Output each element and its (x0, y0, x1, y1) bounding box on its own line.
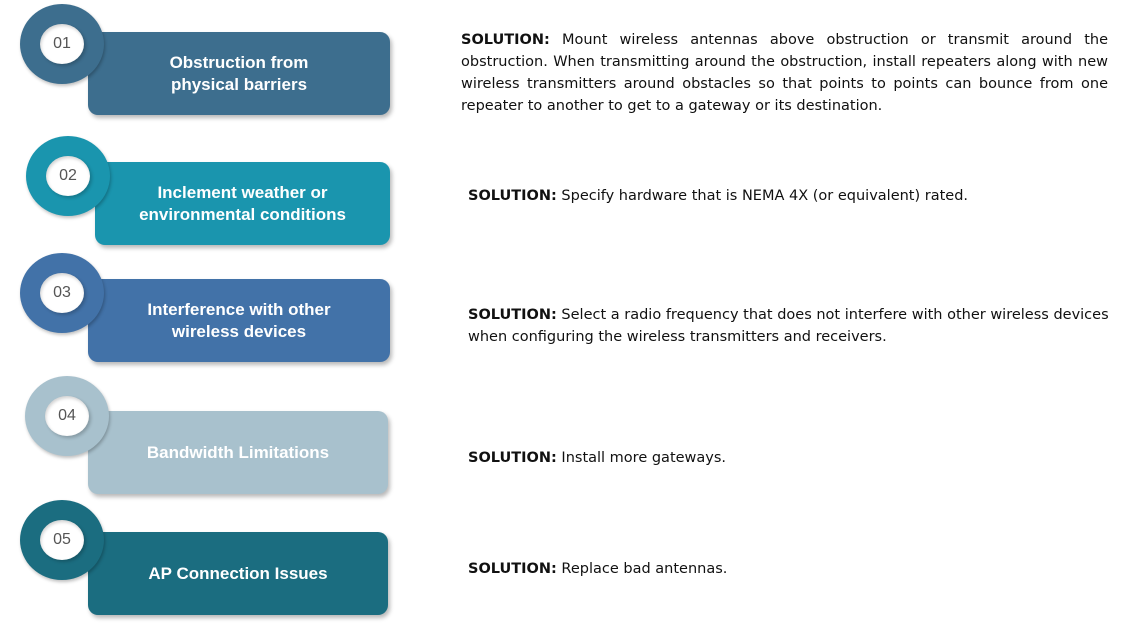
solution-body: Specify hardware that is NEMA 4X (or equivalent) rated. (561, 188, 969, 204)
item-number: 01 (53, 35, 71, 52)
item-box-05 (88, 532, 388, 615)
solution-text-01 (461, 29, 1108, 117)
item-box-02 (95, 162, 390, 245)
solution-label: SOLUTION: (468, 450, 557, 466)
item-number: 02 (59, 167, 77, 184)
solution-label: SOLUTION: (468, 188, 557, 204)
item-box-03 (88, 279, 390, 362)
item-number: 03 (53, 284, 71, 301)
solution-label: SOLUTION: (461, 32, 550, 48)
number-ring-01 (20, 4, 104, 84)
solution-body: Mount wireless antennas above obstruction or transmit around the obstruction. When transmitting around the obstruction, install repeaters along with new wireless transmitters around obstacles so that points to points can bounce from one repeater to another to get to a gateway or its destination. (461, 32, 1108, 114)
solution-body: Replace bad antennas. (561, 561, 728, 577)
item-title: Bandwidth Limitations (146, 442, 330, 462)
solution-body: Install more gateways. (561, 450, 727, 466)
item-title: AP Connection Issues (148, 563, 328, 583)
number-bubble (40, 520, 84, 560)
number-ring-04 (25, 376, 109, 456)
number-bubble (40, 24, 84, 64)
number-ring-03 (20, 253, 104, 333)
number-bubble (40, 273, 84, 313)
number-ring-05 (20, 500, 104, 580)
item-box-01 (88, 32, 390, 115)
item-title: Inclement weather or environmental conditions (139, 182, 346, 224)
solution-label: SOLUTION: (468, 307, 557, 323)
item-box-04 (88, 411, 388, 494)
number-ring-02 (26, 136, 110, 216)
solution-text-02 (468, 185, 1108, 207)
item-title: Interference with other wireless devices (147, 299, 331, 341)
solution-text-04 (468, 447, 1108, 469)
solution-label: SOLUTION: (468, 561, 557, 577)
item-number: 04 (58, 407, 76, 424)
number-bubble (46, 156, 90, 196)
item-title: Obstruction from physical barriers (169, 52, 309, 94)
solution-body: Select a radio frequency that does not interfere with other wireless devices when configuring the wireless transmitters and receivers. (468, 307, 1109, 345)
item-number: 05 (53, 531, 71, 548)
number-bubble (45, 396, 89, 436)
solution-text-05 (468, 558, 1108, 580)
solution-text-03 (468, 304, 1118, 348)
